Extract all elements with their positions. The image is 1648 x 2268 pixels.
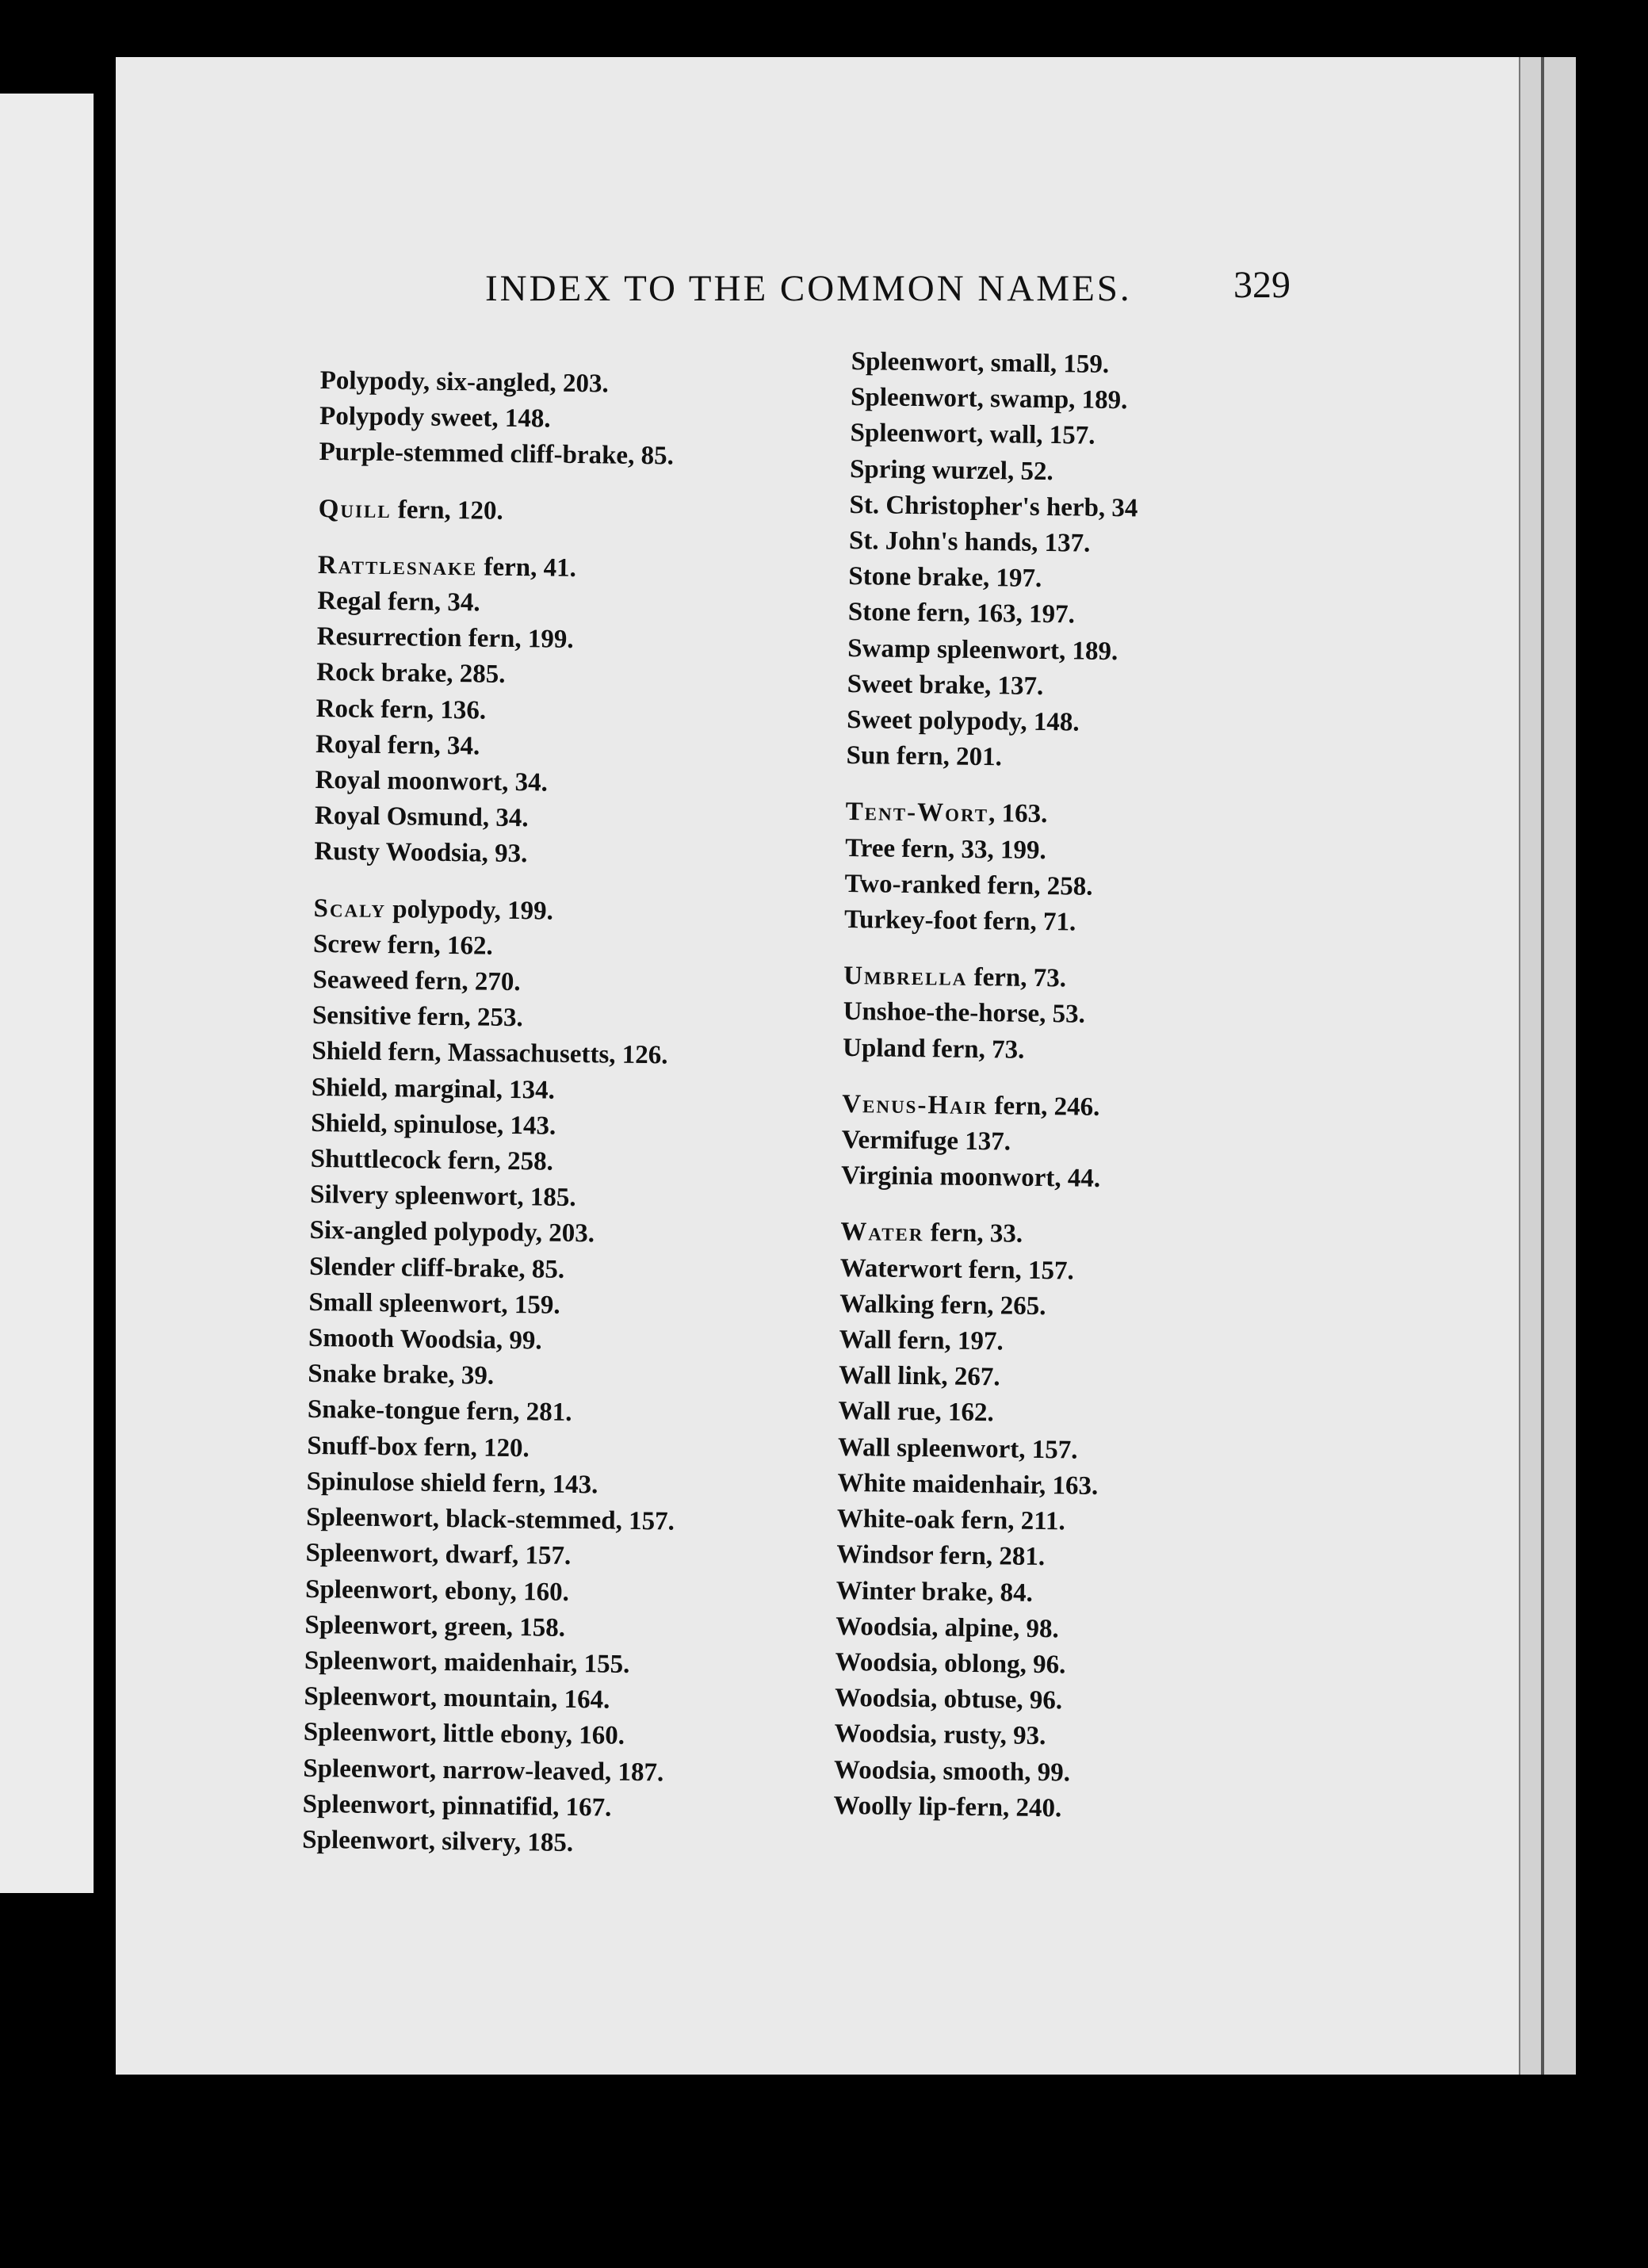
index-entry-text: fern, 33. (923, 1218, 1023, 1249)
index-entry (311, 1106, 787, 1148)
index-entry-lead: Umbrella (843, 962, 968, 992)
index-column-left (302, 363, 796, 1884)
index-entry (839, 1322, 1347, 1364)
index-entry-text: fern, 120. (391, 495, 504, 526)
index-entry-text: Spleenwort, silvery, 185. (302, 1825, 574, 1857)
index-entry-text: Spleenwort, maidenhair, 155. (304, 1646, 630, 1679)
index-entry-text: Shield, marginal, 134. (311, 1073, 556, 1105)
index-entry-text: Sun fern, 201. (846, 741, 1003, 772)
index-entry (304, 1715, 780, 1757)
index-column-right (833, 344, 1359, 1851)
index-entry-text: Slender cliff-brake, 85. (308, 1252, 565, 1284)
index-entry-text: Unshoe-the-horse, 53. (843, 997, 1086, 1030)
index-entry (846, 738, 1354, 780)
index-entry (308, 1285, 785, 1327)
index-entry-text: Waterwort fern, 157. (839, 1253, 1075, 1286)
index-entry-text: Small spleenwort, 159. (308, 1287, 560, 1320)
index-entry-text: Spleenwort, mountain, 164. (304, 1681, 610, 1715)
index-entry-text: Snake-tongue fern, 281. (307, 1395, 572, 1428)
index-entry-text: Turkey-foot fern, 71. (843, 905, 1076, 937)
index-entry-lead: Tent-Wort (845, 797, 989, 828)
index-entry (310, 1177, 786, 1219)
index-entry (837, 1466, 1345, 1508)
index-entry (838, 1394, 1346, 1436)
index-entry (837, 1501, 1345, 1543)
index-entry (315, 798, 791, 840)
index-entry (315, 763, 791, 805)
index-entry-text: Upland fern, 73. (842, 1033, 1025, 1065)
index-entry-text: Screw fern, 162. (312, 929, 493, 961)
index-entry-text: Spinulose shield fern, 143. (306, 1467, 598, 1500)
index-group (846, 344, 1359, 780)
index-entry-text: Woodsia, smooth, 99. (833, 1755, 1071, 1788)
index-entry (847, 631, 1355, 673)
index-entry (317, 583, 793, 625)
index-entry-text: Winter brake, 84. (835, 1576, 1034, 1608)
index-entry (312, 962, 789, 1004)
index-entry (315, 727, 792, 769)
index-entry (851, 380, 1359, 422)
index-entry-text: Spring wurzel, 52. (849, 454, 1053, 486)
index-entry (303, 1750, 779, 1792)
index-entry-text: Woolly lip-fern, 240. (833, 1791, 1062, 1823)
index-entry (849, 523, 1357, 565)
index-entry-text: Spleenwort, little ebony, 160. (303, 1718, 625, 1751)
index-entry-text: Spleenwort, dwarf, 157. (305, 1539, 572, 1571)
index-entry (312, 998, 789, 1040)
index-entry-text: Sweet brake, 137. (847, 669, 1044, 701)
index-entry-text: Spleenwort, black-stemmed, 157. (305, 1502, 675, 1536)
index-entry-text: Woodsia, obtuse, 96. (834, 1683, 1063, 1715)
index-entry (836, 1537, 1344, 1579)
index-entry (848, 559, 1356, 601)
index-entry (839, 1251, 1348, 1293)
index-entry (319, 434, 795, 476)
facing-page-edge (0, 94, 94, 1893)
index-entry-text: Seaweed fern, 270. (312, 965, 521, 997)
index-group (318, 491, 794, 534)
index-entry (307, 1428, 783, 1471)
index-entry-text: Tree fern, 33, 199. (845, 833, 1046, 865)
index-entry-text: Regal fern, 34. (317, 586, 480, 618)
index-entry-lead: Rattlesnake (317, 550, 478, 582)
index-entry (841, 1158, 1349, 1200)
index-entry (312, 1034, 788, 1076)
index-entry (314, 834, 790, 876)
index-entry (851, 344, 1359, 386)
index-entry-text: Stone fern, 163, 197. (847, 598, 1076, 629)
index-entry-text: Shuttlecock fern, 258. (310, 1144, 554, 1176)
index-entry (315, 691, 792, 733)
index-entry (310, 1142, 786, 1184)
index-entry (303, 1787, 779, 1829)
index-entry-text: Walking fern, 265. (839, 1289, 1046, 1321)
index-entry (304, 1643, 781, 1685)
index-entry (841, 1123, 1349, 1165)
index-entry (835, 1645, 1343, 1687)
index-entry (844, 866, 1352, 908)
index-entry (304, 1679, 780, 1721)
index-entry-text: St. Christopher's herb, 34 (849, 490, 1138, 523)
book-gutter (94, 79, 116, 2077)
index-entry-text: Virginia moonwort, 44. (840, 1161, 1101, 1194)
index-entry (308, 1356, 784, 1398)
index-entry-text: Spleenwort, narrow-leaved, 187. (303, 1754, 664, 1787)
index-entry (312, 1070, 788, 1112)
index-entry (836, 1573, 1344, 1615)
index-entry-text: Woodsia, rusty, 93. (834, 1719, 1046, 1751)
index-entry (319, 399, 796, 441)
index-entry-text: Royal fern, 34. (315, 729, 480, 761)
index-entry-text: Six-angled polypody, 203. (309, 1216, 595, 1249)
index-entry-text: fern, 41. (476, 553, 577, 583)
index-entry-text: Spleenwort, small, 159. (851, 346, 1110, 379)
index-entry-text: Stone brake, 197. (848, 562, 1042, 594)
index-entry (308, 1392, 784, 1434)
index-entry-text: fern, 246. (988, 1092, 1100, 1122)
index-entry-lead: Venus-Hair (842, 1089, 988, 1121)
index-entry-text: Wall rue, 162. (838, 1397, 994, 1428)
index-entry (316, 655, 793, 697)
index-entry (848, 595, 1356, 637)
index-entry (319, 363, 796, 405)
index-entry-lead: Quill (318, 494, 392, 524)
index-entry (313, 927, 790, 969)
index-entry-text: Vermifuge 137. (841, 1125, 1011, 1157)
index-entry-lead: Water (840, 1218, 924, 1248)
index-entry (835, 1609, 1344, 1651)
index-entry (847, 702, 1355, 744)
index-entry (843, 1031, 1351, 1073)
index-group (302, 891, 790, 1865)
index-entry (318, 548, 794, 590)
index-entry-text: Resurrection fern, 199. (316, 622, 574, 655)
running-head: INDEX TO THE COMMON NAMES. (485, 268, 1132, 309)
index-entry-text: Smooth Woodsia, 99. (308, 1323, 542, 1356)
index-entry-lead: Scaly (313, 893, 387, 924)
index-entry-text: Swamp spleenwort, 189. (847, 633, 1118, 666)
index-entry (305, 1536, 782, 1578)
index-entry-text: Purple-stemmed cliff-brake, 85. (319, 438, 675, 471)
index-entry (318, 491, 794, 534)
index-entry-text: Polypody sweet, 148. (319, 402, 551, 434)
index-group (833, 1214, 1348, 1830)
index-entry-text: Snake brake, 39. (308, 1360, 495, 1391)
index-entry-text: Spleenwort, pinnatifid, 167. (302, 1789, 612, 1822)
index-entry (834, 1752, 1342, 1794)
index-entry (306, 1464, 782, 1506)
index-entry-text: Wall fern, 197. (839, 1325, 1004, 1356)
index-entry-text: Shield, spinulose, 143. (311, 1108, 556, 1141)
index-entry (306, 1500, 782, 1542)
index-entry-text: , 163. (988, 799, 1048, 829)
index-entry (316, 619, 793, 661)
index-entry-text: Wall link, 267. (838, 1361, 1000, 1392)
index-entry-text: Two-ranked fern, 258. (844, 869, 1093, 901)
index-entry (834, 1716, 1342, 1758)
index-entry-text: Polypody, six-angled, 203. (319, 365, 609, 399)
index-entry-text: Spleenwort, wall, 157. (850, 419, 1095, 451)
index-entry-text: Windsor fern, 281. (836, 1540, 1046, 1572)
index-entry (835, 1681, 1343, 1723)
index-entry (843, 958, 1352, 1000)
index-entry (839, 1287, 1348, 1329)
index-entry-text: Spleenwort, ebony, 160. (304, 1574, 570, 1607)
index-entry-text: White maidenhair, 163. (837, 1468, 1099, 1501)
index-entry-text: Royal Osmund, 34. (314, 801, 529, 833)
index-entry (308, 1321, 785, 1363)
index-entry (838, 1430, 1346, 1472)
index-entry-text: St. John's hands, 137. (848, 526, 1091, 558)
index-entry (309, 1213, 786, 1255)
page-number: 329 (1233, 264, 1290, 306)
index-entry (847, 667, 1355, 709)
index-entry-text: Woodsia, oblong, 96. (835, 1647, 1066, 1680)
index-entry-text: fern, 73. (967, 963, 1067, 993)
index-entry (840, 1214, 1348, 1256)
index-entry (850, 415, 1358, 457)
index-entry-text: Royal moonwort, 34. (315, 765, 549, 797)
index-entry (839, 1358, 1347, 1400)
index-entry-text: polypody, 199. (385, 894, 554, 926)
index-entry (850, 452, 1358, 494)
index-entry (302, 1822, 778, 1865)
index-entry (309, 1249, 786, 1291)
index-group (844, 794, 1353, 944)
index-entry (843, 994, 1351, 1036)
index-entry (313, 891, 790, 933)
index-entry (842, 1087, 1350, 1129)
index-entry-text: Shield fern, Massachusetts, 126. (312, 1037, 668, 1070)
index-entry-text: Snuff-box fern, 120. (307, 1431, 530, 1463)
index-entry (833, 1788, 1341, 1830)
index-entry-text: White-oak fern, 211. (836, 1504, 1065, 1536)
index-entry-text: Sensitive fern, 253. (312, 1001, 523, 1033)
index-entry (846, 794, 1354, 836)
index-group (841, 1087, 1350, 1200)
index-entry (305, 1571, 782, 1613)
index-entry (844, 902, 1352, 944)
index-entry-text: Woodsia, alpine, 98. (835, 1612, 1059, 1644)
index-entry-text: Spleenwort, green, 158. (304, 1610, 566, 1643)
index-group (319, 363, 796, 476)
index-entry (845, 831, 1353, 873)
index-entry-text: Rock fern, 136. (315, 694, 487, 725)
index-entry-text: Sweet polypody, 148. (846, 705, 1080, 737)
index-entry-text: Spleenwort, swamp, 189. (850, 383, 1128, 415)
index-entry-text: Rock brake, 285. (316, 658, 506, 690)
page-stack-edge (1519, 57, 1576, 2075)
index-entry (304, 1608, 781, 1650)
index-entry (849, 488, 1357, 530)
index-entry-text: Silvery spleenwort, 185. (309, 1180, 576, 1213)
index-entry-text: Wall spleenwort, 157. (837, 1432, 1078, 1465)
index-group (314, 548, 793, 876)
index-entry-text: Rusty Woodsia, 93. (314, 837, 528, 869)
index-group (843, 958, 1352, 1072)
